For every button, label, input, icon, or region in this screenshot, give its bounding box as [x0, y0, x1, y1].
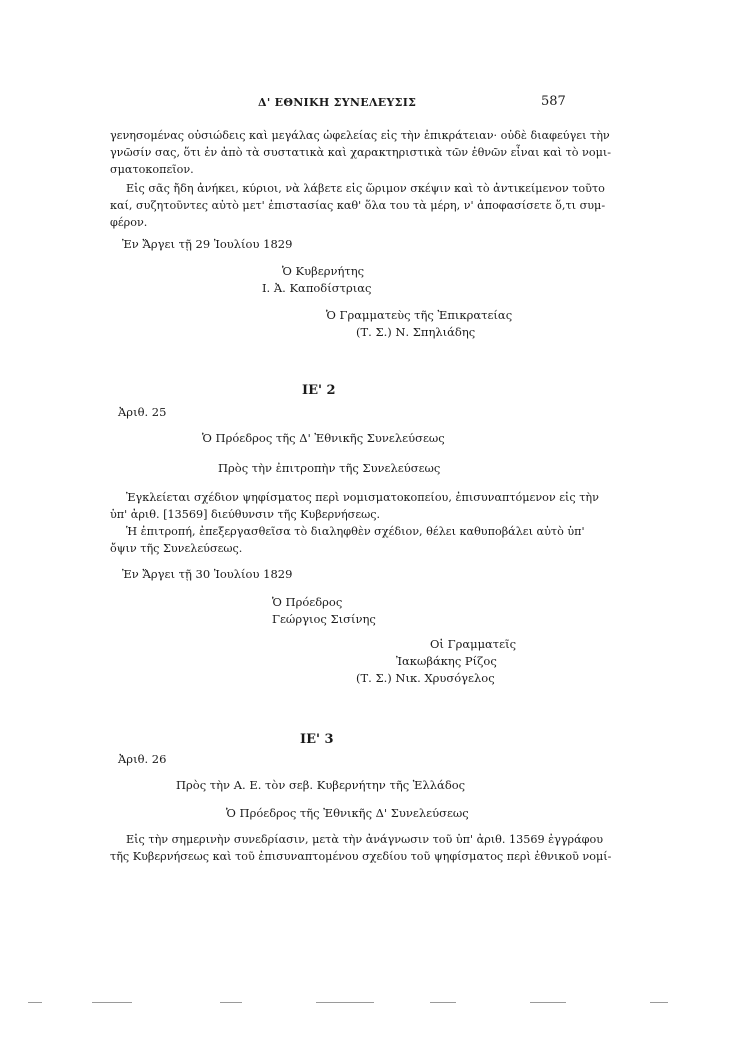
- sender-line: Ὁ Πρόεδρος τῆς Δ' Ἐθνικῆς Συνελεύσεως: [202, 431, 445, 445]
- signature-title: Ὁ Γραμματεὺς τῆς Ἐπικρατείας: [326, 308, 513, 322]
- section-heading: ΙΕ' 2: [302, 383, 336, 398]
- document-number: Ἀριθ. 26: [118, 752, 167, 766]
- paragraph-line: φέρον.: [110, 216, 148, 229]
- scan-artifact: [220, 1002, 242, 1003]
- date-line: Ἐν Ἄργει τῇ 29 Ἰουλίου 1829: [122, 237, 293, 251]
- paragraph-line: ὄψιν τῆς Συνελεύσεως.: [110, 542, 243, 555]
- paragraph-line: ὑπ' ἀριθ. [13569] διεύθυνσιν τῆς Κυβερνήσεως.: [110, 508, 381, 521]
- paragraph-line: καί, συζητοῦντες αὐτὸ μετ' ἐπιστασίας καθ' ὅλα του τὰ μέρη, ν' ἀποφασίσετε ὅ,τι συμ-: [110, 199, 606, 212]
- signature-name: Γεώργιος Σισίνης: [272, 612, 376, 626]
- signature-name: Ἰακωβάκης Ρίζος: [396, 654, 497, 668]
- signature-name: (Τ. Σ.) Ν. Σπηλιάδης: [356, 325, 476, 339]
- paragraph-line: σματοκοπεῖον.: [110, 163, 194, 176]
- signature-title: Ὁ Κυβερνήτης: [282, 264, 365, 278]
- scan-artifact: [430, 1002, 456, 1003]
- signature-name: (Τ. Σ.) Νικ. Χρυσόγελος: [356, 671, 495, 685]
- paragraph-line: γνῶσίν σας, ὅτι ἐν ἀπὸ τὰ συστατικὰ καὶ χαρακτηριστικὰ τῶν ἐθνῶν εἶναι καὶ τὸ νομι-: [110, 146, 612, 159]
- signature-title: Ὁ Πρόεδρος: [272, 595, 343, 609]
- paragraph-line: Ἐγκλείεται σχέδιον ψηφίσματος περὶ νομισματοκοπείου, ἐπισυναπτόμενον εἰς τὴν: [126, 491, 599, 504]
- paragraph-line: τῆς Κυβερνήσεως καὶ τοῦ ἐπισυναπτομένου σχεδίου τοῦ ψηφίσματος περὶ ἐθνικοῦ νομί-: [110, 850, 612, 863]
- paragraph-line: Εἰς τὴν σημερινὴν συνεδρίασιν, μετὰ τὴν ἀνάγνωσιν τοῦ ὑπ' ἀριθ. 13569 ἐγγράφου: [126, 833, 604, 846]
- paragraph-line: γενησομένας οὐσιώδεις καὶ μεγάλας ὠφελείας εἰς τὴν ἐπικράτειαν· οὐδὲ διαφεύγει τὴν: [110, 129, 610, 142]
- date-line: Ἐν Ἄργει τῇ 30 Ἰουλίου 1829: [122, 567, 293, 581]
- signature-name: Ι. Ἀ. Καποδίστριας: [262, 281, 372, 295]
- scan-artifact: [530, 1002, 566, 1003]
- scan-artifact: [316, 1002, 374, 1003]
- sender-line: Ὁ Πρόεδρος τῆς Ἐθνικῆς Δ' Συνελεύσεως: [226, 806, 469, 820]
- scan-artifact: [92, 1002, 132, 1003]
- recipient-line: Πρὸς τὴν Α. Ε. τὸν σεβ. Κυβερνήτην τῆς Ἑλλάδος: [176, 778, 466, 792]
- paragraph-line: Εἰς σᾶς ἤδη ἀνήκει, κύριοι, νὰ λάβετε εἰς ὥριμον σκέψιν καὶ τὸ ἀντικείμενον τοῦτο: [126, 182, 605, 195]
- scan-artifact: [28, 1002, 42, 1003]
- section-heading: ΙΕ' 3: [300, 732, 334, 747]
- scan-artifact: [650, 1002, 668, 1003]
- recipient-line: Πρὸς τὴν ἐπιτροπὴν τῆς Συνελεύσεως: [218, 461, 441, 475]
- paragraph-line: Ἡ ἐπιτροπή, ἐπεξεργασθεῖσα τὸ διαληφθὲν σχέδιον, θέλει καθυποβάλει αὐτὸ ὑπ': [126, 525, 585, 538]
- document-number: Ἀριθ. 25: [118, 405, 167, 419]
- running-header-title: Δ' ΕΘΝΙΚΗ ΣΥΝΕΛΕΥΣΙΣ: [258, 96, 417, 109]
- page-number: 587: [541, 94, 566, 109]
- signature-title: Οἱ Γραμματεῖς: [430, 637, 517, 651]
